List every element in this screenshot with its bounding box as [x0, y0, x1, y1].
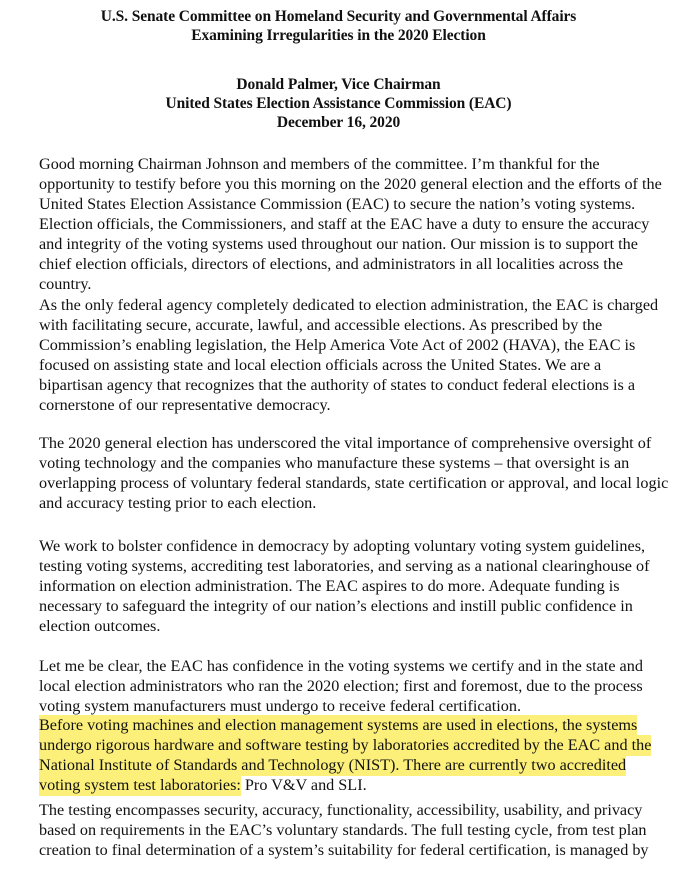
witness-block — [0, 75, 677, 132]
text-line: Good morning Chairman Johnson and members of the committee. I’m thankful for the — [39, 155, 600, 173]
highlighted-text: National Institute of Standards and Technology (NIST). There are currently two accredited — [39, 756, 627, 774]
text-line: information on election administration. The EAC aspires to do more. Adequate funding is — [39, 577, 620, 595]
text-line: election outcomes. — [39, 617, 161, 635]
text-line: creation to final determination of a system’s suitability for federal certification, is managed by — [39, 841, 649, 859]
witness-name: Donald Palmer, Vice Chairman — [236, 76, 441, 93]
text-line: focused on assisting state and local election officials across the United States. We are a — [39, 356, 602, 374]
text-line: bipartisan agency that recognizes that the authority of states to conduct federal elections is a — [39, 376, 636, 394]
text-line — [39, 735, 669, 755]
committee-title: U.S. Senate Committee on Homeland Security and Governmental Affairs — [100, 8, 577, 25]
text-span: Pro V&V and SLI. — [240, 776, 367, 794]
paragraph-oversight — [39, 433, 669, 513]
text-line: We work to bolster confidence in democracy by adopting voluntary voting system guidelines, — [39, 537, 646, 555]
text-line: As the only federal agency completely dedicated to election administration, the EAC is charged — [39, 296, 659, 314]
hearing-title: Examining Irregularities in the 2020 Election — [191, 27, 486, 44]
text-line: based on requirements in the EAC’s voluntary standards. The full testing cycle, from test plan — [39, 821, 647, 839]
highlighted-text: voting system test laboratories: — [39, 776, 241, 794]
paragraph-highlighted-testing-labs — [39, 715, 669, 795]
paragraph-bolster-confidence — [39, 536, 669, 636]
text-line: country. — [39, 275, 92, 293]
text-line: voting system manufacturers must undergo to receive federal certification. — [39, 697, 522, 715]
text-line: chief election officials, directors of elections, and administrators in all localities across the — [39, 255, 624, 273]
text-line: Commission’s enabling legislation, the Help America Vote Act of 2002 (HAVA), the EAC is — [39, 336, 636, 354]
text-line: voting technology and the companies who manufacture these systems – that oversight is an — [39, 454, 630, 472]
text-line: opportunity to testify before you this morning on the 2020 general election and the efforts of the — [39, 175, 662, 193]
hearing-title-block — [0, 7, 677, 45]
paragraph-testing-scope — [39, 800, 669, 860]
paragraph-agency-role — [39, 295, 669, 415]
text-line — [39, 775, 669, 795]
text-line: cornerstone of our representative democracy. — [39, 396, 331, 414]
text-line: The 2020 general election has underscored the vital importance of comprehensive oversight of — [39, 434, 652, 452]
text-line: and integrity of the voting systems used throughout our nation. Our mission is to support the — [39, 235, 638, 253]
highlighted-text: undergo rigorous hardware and software testing by laboratories accredited by the EAC and the — [39, 736, 652, 754]
text-line — [39, 755, 669, 775]
text-line: Let me be clear, the EAC has confidence in the voting systems we certify and in the state and — [39, 657, 643, 675]
text-line: and accuracy testing prior to each election. — [39, 494, 317, 512]
text-line: United States Election Assistance Commission (EAC) to secure the nation’s voting systems. — [39, 195, 636, 213]
testimony-date: December 16, 2020 — [276, 114, 401, 131]
text-line: necessary to safeguard the integrity of our nation’s elections and instill public confidence in — [39, 597, 633, 615]
text-line: Election officials, the Commissioners, and staff at the EAC have a duty to ensure the accuracy — [39, 215, 650, 233]
witness-organization: United States Election Assistance Commission (EAC) — [165, 95, 512, 112]
text-line: local election administrators who ran the 2020 election; first and foremost, due to the process — [39, 677, 643, 695]
paragraph-confidence-statement — [39, 656, 669, 716]
text-line: overlapping process of voluntary federal standards, state certification or approval, and local logic — [39, 474, 669, 492]
text-line: The testing encompasses security, accuracy, functionality, accessibility, usability, and privacy — [39, 801, 643, 819]
text-line: with facilitating secure, accurate, lawful, and accessible elections. As prescribed by the — [39, 316, 603, 334]
paragraph-greeting — [39, 154, 669, 294]
highlighted-text: Before voting machines and election management systems are used in elections, the systems — [39, 716, 638, 734]
text-line: testing voting systems, accrediting test laboratories, and serving as a national clearinghouse of — [39, 557, 650, 575]
text-line — [39, 715, 669, 735]
